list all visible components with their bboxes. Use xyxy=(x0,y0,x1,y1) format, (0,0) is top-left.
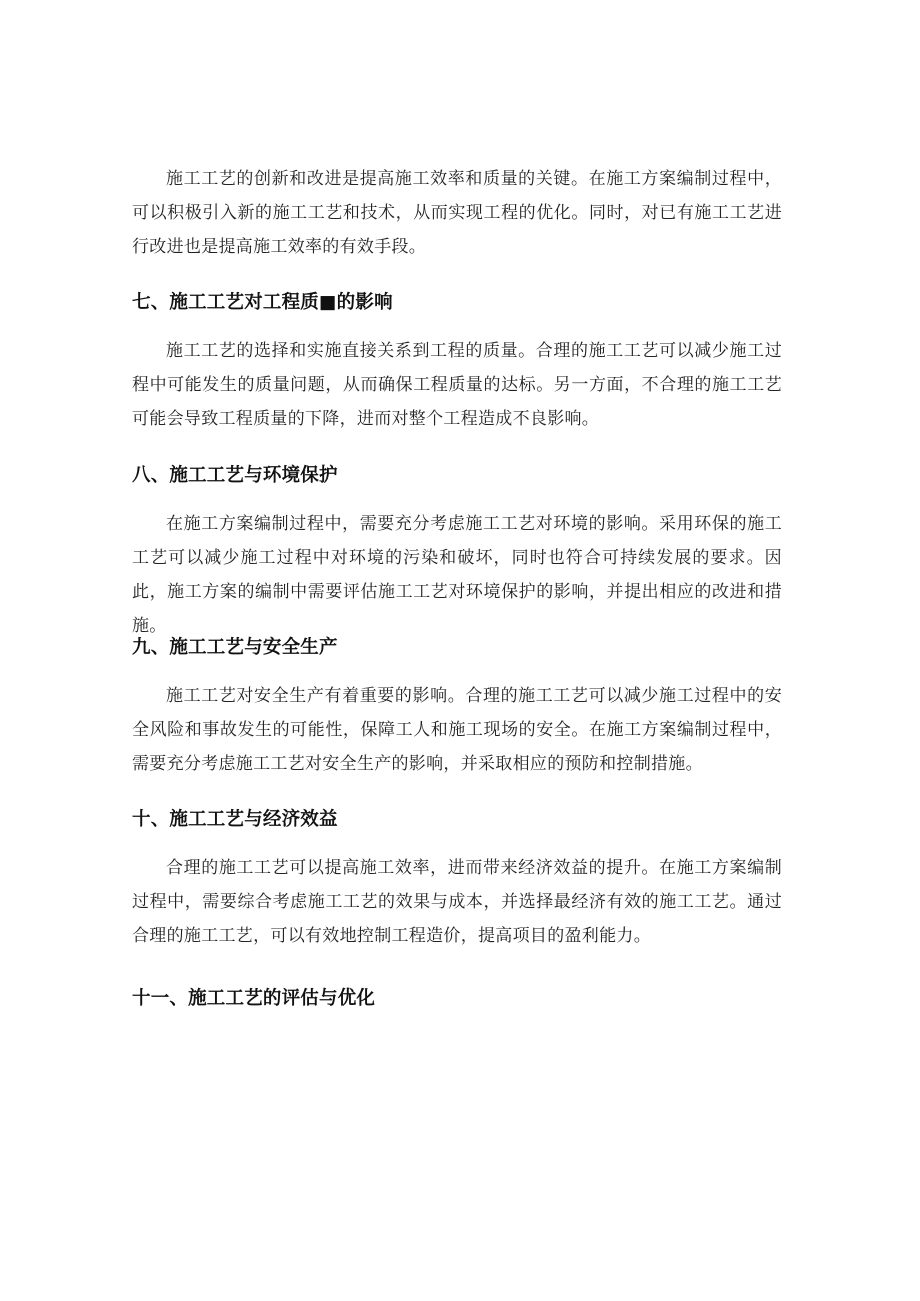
section-10-paragraph: 合理的施工工艺可以提高施工效率，进而带来经济效益的提升。在施工方案编制过程中，需要综合考虑施工工艺的效果与成本，并选择最经济有效的施工工艺。通过合理的施工工艺，可以有效地控制工程造价，提高项目的盈利能力。 xyxy=(132,858,782,946)
section-7-paragraph: 施工工艺的选择和实施直接关系到工程的质量。合理的施工工艺可以减少施工过程中可能发生的质量问题，从而确保工程质量的达标。另一方面，不合理的施工工艺可能会导致工程质量的下降，进而对整个工程造成不良影响。 xyxy=(132,341,782,429)
section-9-heading: 九、施工工艺与安全生产 xyxy=(132,637,338,658)
section-8-heading: 八、施工工艺与环境保护 xyxy=(132,465,338,486)
section-9-paragraph: 施工工艺对安全生产有着重要的影响。合理的施工工艺可以减少施工过程中的安全风险和事故发生的可能性，保障工人和施工现场的安全。在施工方案编制过程中，需要充分考虑施工工艺对安全生产的影响，并采取相应的预防和控制措施。 xyxy=(132,686,782,774)
section-7-heading: 七、施工工艺对工程质■的影响 xyxy=(132,292,393,313)
intro-paragraph: 施工工艺的创新和改进是提高施工效率和质量的关键。在施工方案编制过程中，可以积极引入新的施工工艺和技术，从而实现工程的优化。同时，对已有施工工艺进行改进也是提高施工效率的有效手段。 xyxy=(132,169,782,257)
section-11-heading: 十一、施工工艺的评估与优化 xyxy=(132,988,376,1009)
section-10-heading: 十、施工工艺与经济效益 xyxy=(132,809,338,830)
section-8-paragraph: 在施工方案编制过程中，需要充分考虑施工工艺对环境的影响。采用环保的施工工艺可以减少施工过程中对环境的污染和破坏，同时也符合可持续发展的要求。因此，施工方案的编制中需要评估施工工艺对环境保护的影响，并提出相应的改进和措施。 xyxy=(132,514,782,636)
